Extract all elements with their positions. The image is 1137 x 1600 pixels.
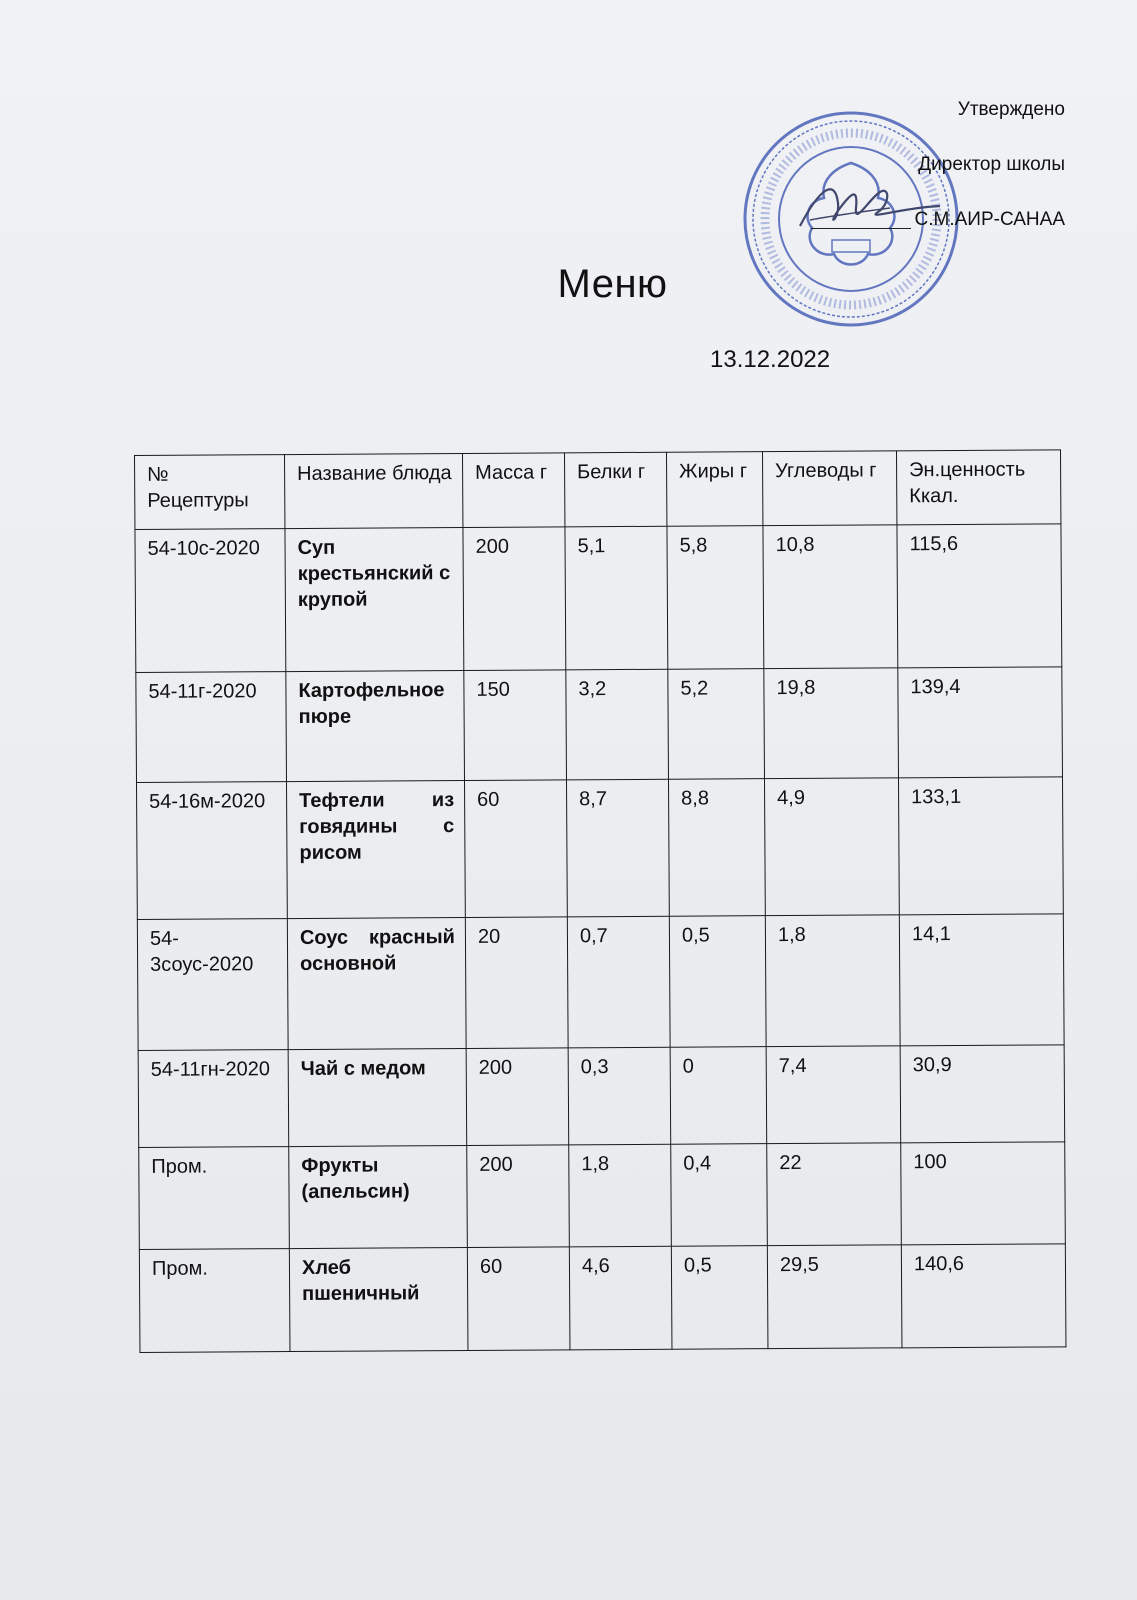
- carbs: 19,8: [764, 668, 899, 779]
- header-recipe-no: № Рецептуры: [135, 455, 285, 530]
- fats: 5,2: [668, 669, 765, 780]
- recipe-no: 54-10с-2020: [135, 529, 286, 673]
- proteins: 0,7: [567, 916, 670, 1048]
- energy: 14,1: [899, 914, 1064, 1046]
- recipe-no: Пром.: [139, 1147, 290, 1250]
- energy: 139,4: [898, 667, 1063, 778]
- proteins: 8,7: [566, 779, 669, 917]
- proteins: 4,6: [569, 1246, 672, 1350]
- carbs: 4,9: [764, 778, 899, 916]
- menu-table: [134, 449, 1066, 1353]
- table-row: [135, 524, 1062, 673]
- energy: 140,6: [901, 1244, 1066, 1348]
- mass: 200: [466, 1048, 569, 1146]
- proteins: 1,8: [569, 1144, 672, 1247]
- energy: 30,9: [900, 1045, 1065, 1143]
- director-name: С.М.АИР-САНАА: [914, 209, 1065, 230]
- page-title: Меню: [557, 262, 668, 306]
- dish-name: Картофельное пюре: [286, 670, 465, 781]
- dish-name: Суп крестьянский с крупой: [285, 527, 464, 671]
- recipe-no: 54-11гн-2020: [138, 1050, 289, 1148]
- mass: 60: [467, 1247, 570, 1351]
- header-dish-name: Название блюда: [285, 453, 463, 528]
- mass: 20: [465, 917, 568, 1049]
- dish-name: Фрукты (апельсин): [289, 1145, 468, 1248]
- mass: 60: [464, 780, 567, 918]
- recipe-no: 54-3соус-2020: [137, 919, 288, 1051]
- carbs: 29,5: [767, 1245, 902, 1349]
- approval-label: Утверждено: [957, 99, 1065, 120]
- energy: 100: [901, 1142, 1066, 1245]
- dish-name: Чай с медом: [288, 1048, 467, 1146]
- dish-name: Тефтели из говядины с рисом: [286, 780, 465, 918]
- menu-date: 13.12.2022: [710, 346, 831, 373]
- dish-name: Соус красный основной: [287, 917, 466, 1049]
- mass: 200: [467, 1145, 570, 1248]
- approval-position: Директор школы: [918, 154, 1065, 175]
- carbs: 10,8: [763, 525, 898, 669]
- proteins: 5,1: [565, 526, 668, 670]
- dish-name: Хлеб пшеничный: [289, 1247, 468, 1351]
- fats: 0,5: [669, 916, 766, 1048]
- energy: 115,6: [897, 524, 1062, 668]
- fats: 0: [670, 1047, 767, 1145]
- table-row: [139, 1244, 1066, 1353]
- header-fats: Жиры г: [666, 452, 762, 527]
- carbs: 22: [767, 1143, 902, 1246]
- table-row: [137, 777, 1064, 920]
- fats: 0,5: [671, 1246, 768, 1350]
- table-row: [139, 1142, 1066, 1250]
- recipe-no: Пром.: [139, 1249, 290, 1353]
- energy: 133,1: [898, 777, 1063, 915]
- carbs: 7,4: [766, 1046, 901, 1144]
- table-row: [137, 914, 1064, 1051]
- mass: 200: [463, 527, 566, 671]
- table-row: [136, 667, 1063, 783]
- recipe-no: 54-16м-2020: [137, 782, 288, 920]
- header-energy: Эн.ценность Ккал.: [896, 450, 1060, 525]
- recipe-no: 54-11г-2020: [136, 672, 287, 783]
- approval-block: [811, 100, 1065, 265]
- fats: 5,8: [667, 526, 764, 670]
- fats: 8,8: [668, 779, 765, 917]
- proteins: 3,2: [566, 669, 669, 780]
- header-proteins: Белки г: [564, 452, 666, 527]
- table-row: [138, 1045, 1065, 1148]
- header-mass: Масса г: [462, 453, 564, 528]
- fats: 0,4: [671, 1144, 768, 1247]
- carbs: 1,8: [765, 915, 900, 1047]
- signature-line: [811, 210, 1065, 265]
- proteins: 0,3: [568, 1047, 671, 1145]
- mass: 150: [464, 670, 567, 781]
- header-carbs: Углеводы г: [762, 451, 896, 526]
- table-header-row: [135, 450, 1061, 530]
